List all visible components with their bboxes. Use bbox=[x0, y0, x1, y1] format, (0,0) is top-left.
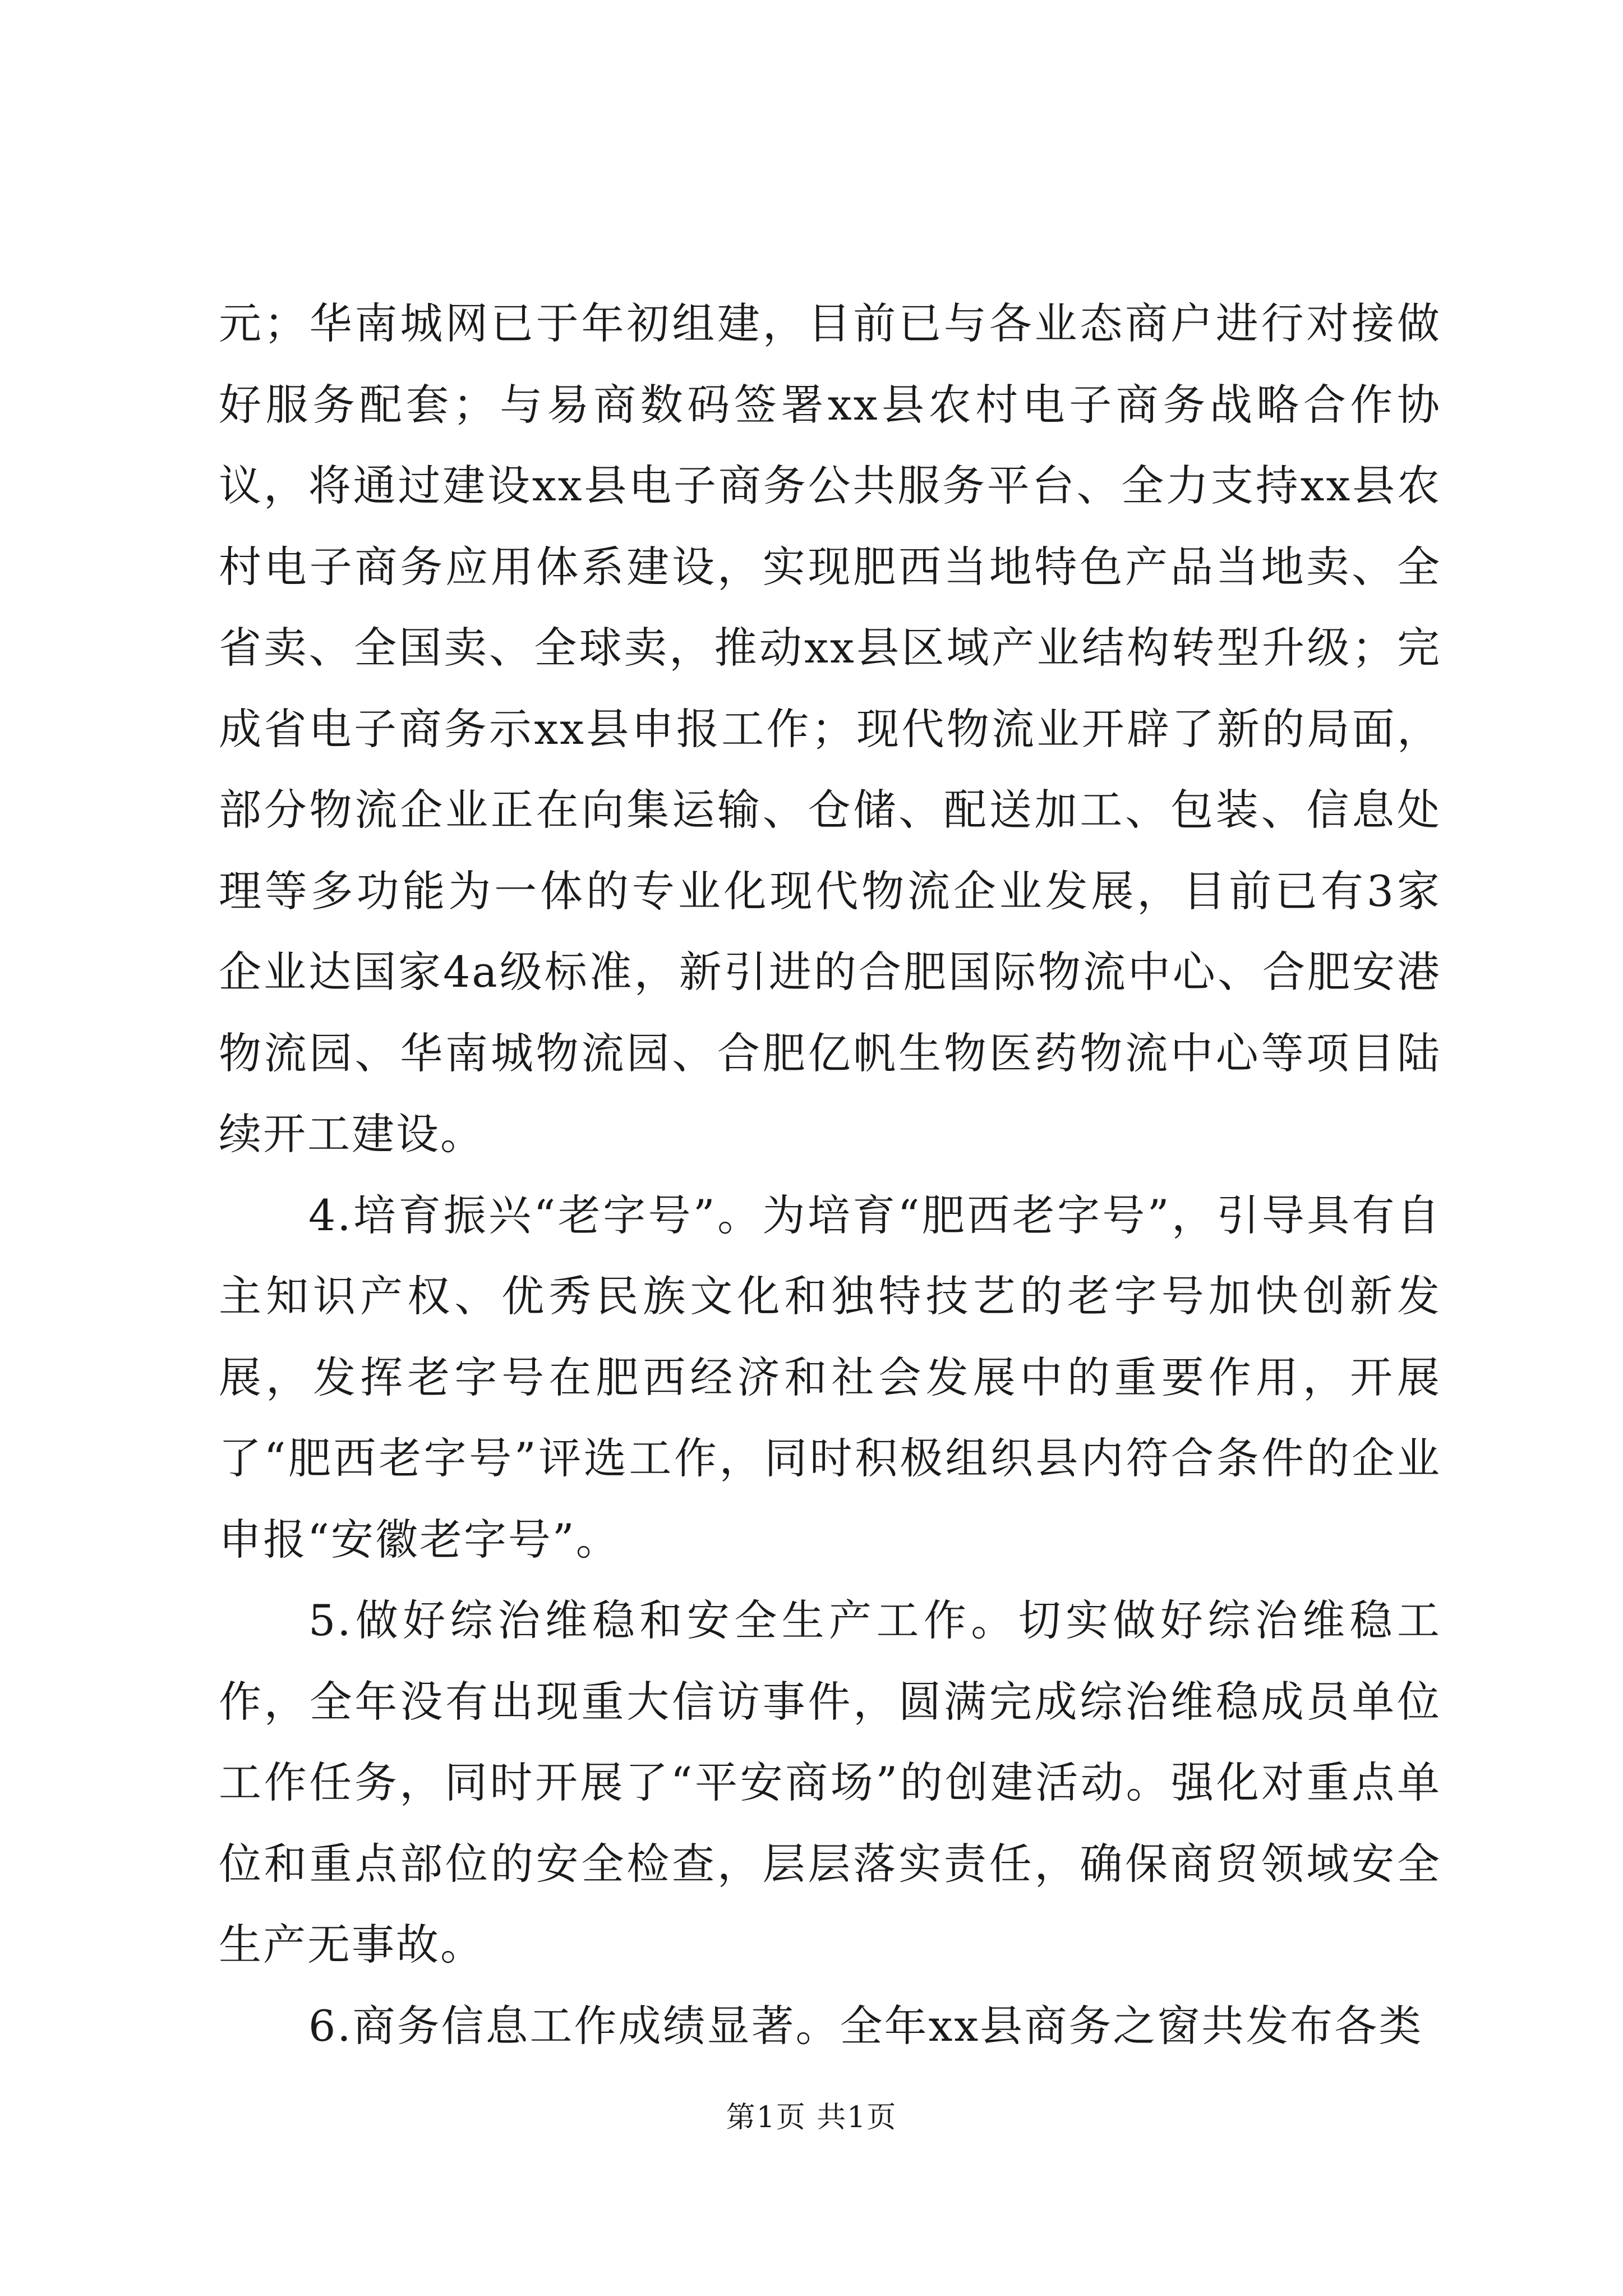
document-body bbox=[219, 283, 1441, 2067]
paragraph-item-5: 5.做好综治维稳和安全生产工作。切实做好综治维稳工作，全年没有出现重大信访事件，圆满完成综治维稳成员单位工作任务，同时开展了“平安商场”的创建活动。强化对重点单位和重点部位的安全检查，层层落实责任，确保商贸领域安全生产无事故。 bbox=[219, 1595, 1441, 1970]
page-footer bbox=[0, 2101, 1623, 2134]
paragraph-continuation: 元；华南城网已于年初组建，目前已与各业态商户进行对接做好服务配套；与易商数码签署xx县农村电子商务战略合作协议，将通过建设xx县电子商务公共服务平台、全力支持xx县农村电子商务应用体系建设，实现肥西当地特色产品当地卖、全省卖、全国卖、全球卖，推动xx县区域产业结构转型升级；完成省电子商务示xx县申报工作；现代物流业开辟了新的局面，部分物流企业正在向集运输、仓储、配送加工、包装、信息处理等多功能为一体的专业化现代物流企业发展，目前已有3家企业达国家4a级标准，新引进的合肥国际物流中心、合肥安港物流园、华南城物流园、合肥亿帆生物医药物流中心等项目陆续开工建设。 bbox=[219, 298, 1441, 1159]
paragraph-item-6: 6.商务信息工作成绩显著。全年xx县商务之窗共发布各类 bbox=[308, 2000, 1423, 2051]
page-number-label: 第1页 共1页 bbox=[726, 2101, 897, 2134]
paragraph-item-4: 4.培育振兴“老字号”。为培育“肥西老字号”，引导具有自主知识产权、优秀民族文化和独特技艺的老字号加快创新发展，发挥老字号在肥西经济和社会发展中的重要作用，开展了“肥西老字号”评选工作，同时积极组织县内符合条件的企业申报“安徽老字号”。 bbox=[219, 1190, 1441, 1565]
